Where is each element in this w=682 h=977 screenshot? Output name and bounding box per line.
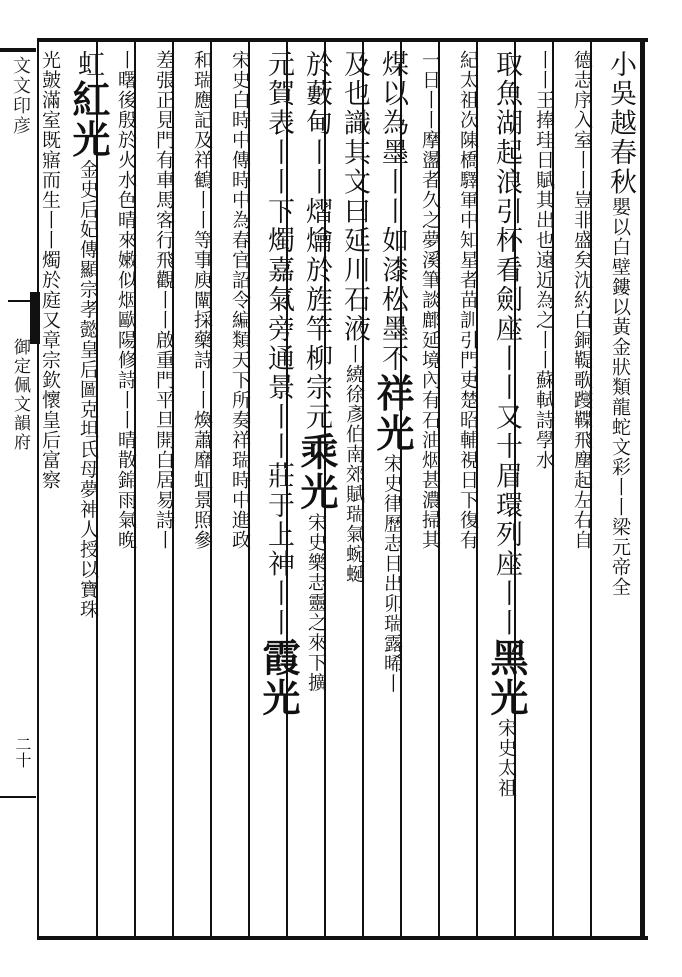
frame-bottom: [38, 936, 648, 940]
text-column: [26, 50, 74, 930]
column-text: 虹: [73, 50, 104, 80]
column-text: 差張正見門有車馬客行飛觀丨丨啟重門平旦開白居易詩丨: [153, 50, 175, 550]
column-text: 於藪甸丨丨熠爚於旌竿柳宗元: [301, 50, 332, 433]
column-text: 宋史律歷志日出卯瑞露晞丨: [381, 453, 403, 694]
entry-heading: 祥光: [370, 373, 415, 454]
column-text: 宋史樂志靈之來下擴: [305, 512, 327, 693]
column-text: 及也識其文曰延川石液: [339, 50, 370, 344]
page-number: 二十: [13, 736, 32, 768]
column-text: 煤以為墨丨丨如漆松墨不: [377, 50, 408, 374]
column-text: 光皷滿室既寤而生丨丨燭於庭又章宗欽懷皇后富察: [39, 50, 61, 490]
column-text: 德志序入室丨丨豈非盛矣沈約白銅鞮歌躞鞢飛塵起左右自: [571, 50, 593, 550]
entry-heading: 霞光: [256, 638, 301, 718]
book-title: 御定佩文韻府: [10, 338, 30, 452]
column-text: 小吳越春秋: [605, 50, 636, 197]
fold-top-text: 文文印彦: [10, 56, 31, 136]
column-text: 丨丨王捧珪日賦其出也遠近為之丨丨蘇軾詩學水: [533, 50, 555, 470]
column-text: 金史后妃傳顯宗孝懿皇后圖克坦氏母夢神人授以寶珠: [77, 159, 99, 620]
column-text: 紀太祖次陳橋驛軍中知星者苗訓引門吏楚昭輔視日下復有: [457, 50, 479, 550]
column-text: 嬰以白壁鏤以黃金狀類龍蛇文彩丨丨梁元帝全: [609, 197, 631, 597]
column-text: 丨繞徐彥伯南郊賦瑞氣蜿蜒: [343, 344, 365, 584]
column-text: 宋史白時中傳時中為春官詔令編類天下所奏祥瑞時中進政: [229, 50, 251, 550]
frame-top: [38, 38, 648, 42]
column-text: 取魚湖起浪引杯看劍座丨丨又十眉環列座丨丨: [491, 50, 522, 638]
column-text: 元賀表丨丨下燭嘉氣旁通景丨丨莊于上神丨丨: [263, 50, 294, 638]
entry-heading: 乘光: [294, 432, 339, 513]
column-text: 和瑞應記及祥鶴丨丨等事庾闡採藥詩丨丨煥蕭靡虹景照參: [191, 50, 213, 550]
entry-heading: 紅光: [66, 79, 111, 160]
column-text: 宋史太祖: [495, 718, 517, 798]
entry-heading: 黑光: [484, 638, 529, 718]
column-text: 一日丨丨摩盪者久之夢溪筆談鄜延境內有石油烟甚濃掃其: [419, 50, 441, 550]
column-text: 丨曙後殷於火水色晴來嫩似烟歐陽修詩丨丨晴散錦雨氣晚: [115, 50, 137, 550]
